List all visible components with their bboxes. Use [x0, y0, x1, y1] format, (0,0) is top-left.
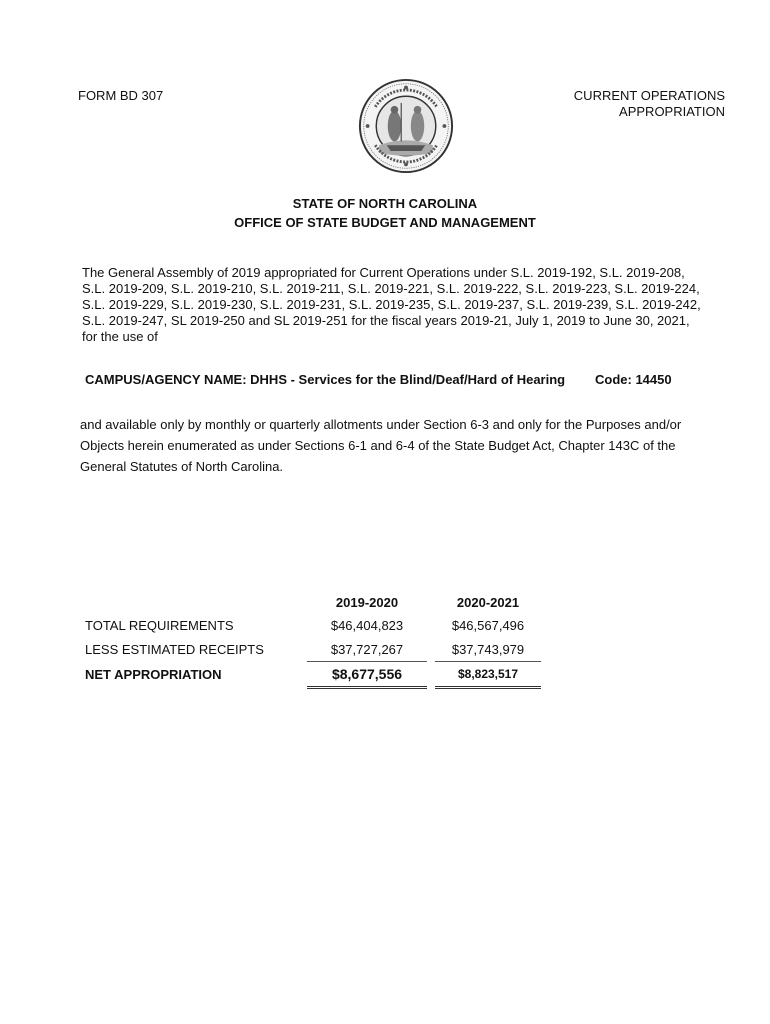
value-2019-2020: $8,677,556 — [307, 662, 427, 688]
state-title: STATE OF NORTH CAROLINA — [292, 196, 478, 211]
appropriation-type-line1: CURRENT OPERATIONS — [573, 88, 725, 103]
intro-paragraph: The General Assembly of 2019 appropriated for Current Operations under S.L. 2019-192, S.L. 2019-208, S.L. 2019-209, S.L. 2019-210, S.L. 2019-211, S.L. 2019-221, S.L. 2019-222, S.L. 2019-223, S.L. 2019-224, S.L. 2019-229, S.L. 2019-230, S.L. 2019-231, S.L. 2019-235, S.L. 2019-237, S.L. 2019-239, S.L. 2019-242, S.L. 2019-247, SL 2019-250 and SL 2019-251 for the fiscal years 2019-21, July 1, 2019 to June 30, 2021, for the use of — [82, 265, 701, 344]
office-title: OFFICE OF STATE BUDGET AND MANAGEMENT — [234, 215, 536, 230]
appropriation-type — [525, 88, 725, 120]
agency-name: CAMPUS/AGENCY NAME: DHHS - Services for the Blind/Deaf/Hard of Hearing — [85, 372, 566, 387]
table-header-label — [82, 591, 307, 613]
value-2020-2021: $46,567,496 — [451, 617, 525, 633]
appropriation-table — [82, 591, 541, 689]
row-label: LESS ESTIMATED RECEIPTS — [85, 641, 264, 657]
state-seal-icon — [358, 78, 454, 174]
row-label: NET APPROPRIATION — [85, 667, 222, 682]
value-2020-2021: $37,743,979 — [451, 641, 525, 657]
value-2019-2020: $46,404,823 — [330, 617, 404, 633]
table-header-row — [82, 591, 541, 613]
column-header-2020-2021: 2020-2021 — [456, 594, 520, 610]
value-2019-2020: $37,727,267 — [330, 641, 404, 657]
agency-line — [85, 372, 672, 387]
availability-paragraph: and available only by monthly or quarterly allotments under Section 6-3 and only for the Purposes and/or Objects herein enumerated as under Sections 6-1 and 6-4 of the State Budget Act, Chapter 143C of the General Statutes of North Carolina. — [80, 417, 682, 474]
appropriation-type-line2: APPROPRIATION — [619, 104, 725, 119]
table-row-net-appropriation — [82, 662, 541, 688]
column-header-2019-2020: 2019-2020 — [335, 594, 399, 610]
agency-code: Code: 14450 — [595, 372, 672, 387]
table-row-less-estimated-receipts — [82, 637, 541, 662]
value-2020-2021: $8,823,517 — [435, 662, 541, 688]
row-label: TOTAL REQUIREMENTS — [85, 617, 234, 633]
table-row-total-requirements — [82, 613, 541, 637]
form-id: FORM BD 307 — [78, 88, 164, 103]
